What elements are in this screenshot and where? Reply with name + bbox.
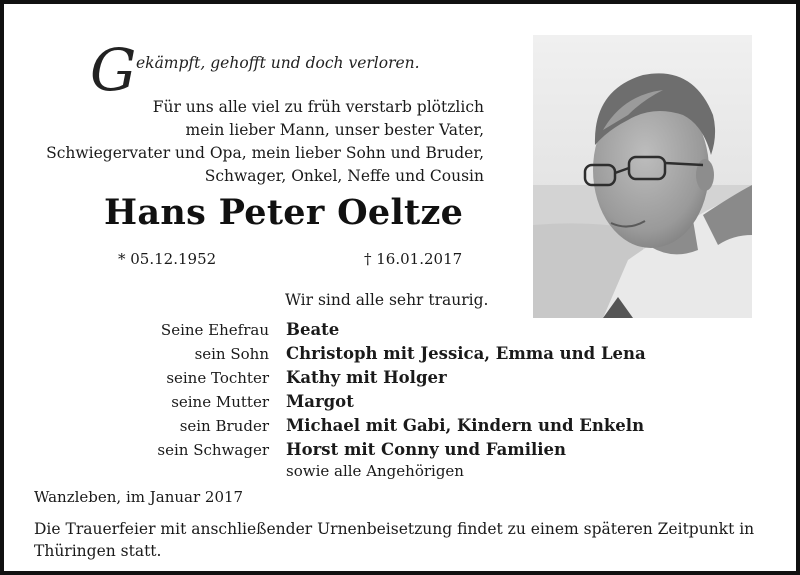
other-relatives: sowie alle Angehörigen (286, 462, 464, 480)
family-row (4, 414, 800, 438)
relation-label: seine Tochter (166, 369, 269, 387)
intro-line: mein lieber Mann, unser bester Vater, (185, 121, 484, 139)
motto-initial: G (90, 36, 137, 104)
sad-line: Wir sind alle sehr traurig. (285, 291, 489, 309)
motto-text: ekämpft, gehofft und doch verloren. (136, 54, 420, 72)
funeral-note: Die Trauerfeier mit anschließender Urnenbeisetzung findet zu einem späteren Zeitpunkt in Thüringen statt. (34, 520, 755, 560)
family-row (4, 366, 800, 390)
relation-label: sein Sohn (194, 345, 269, 363)
family-row (4, 438, 800, 462)
relative-names: Horst mit Conny und Familien (286, 440, 567, 459)
intro-line: Schwiegervater und Opa, mein lieber Sohn und Bruder, (46, 144, 484, 162)
relation-label: sein Schwager (157, 441, 269, 459)
relative-names: Michael mit Gabi, Kindern und Enkeln (286, 416, 645, 435)
death-date: † 16.01.2017 (364, 250, 463, 268)
portrait-photo (533, 35, 752, 318)
intro-line: Schwager, Onkel, Neffe und Cousin (204, 167, 484, 185)
birth-date: * 05.12.1952 (118, 250, 217, 268)
intro-text (46, 96, 484, 188)
relation-label: Seine Ehefrau (160, 321, 269, 339)
family-row (4, 390, 800, 414)
relative-names: Beate (286, 320, 340, 339)
relative-names: Margot (286, 392, 354, 411)
relative-names: Kathy mit Holger (286, 368, 447, 387)
place-date: Wanzleben, im Januar 2017 (34, 488, 244, 506)
relative-names: Christoph mit Jessica, Emma und Lena (286, 344, 646, 363)
relation-label: sein Bruder (179, 417, 269, 435)
relation-label: seine Mutter (171, 393, 269, 411)
family-row (4, 342, 800, 366)
intro-line: Für uns alle viel zu früh verstarb plötzlich (152, 98, 484, 116)
deceased-name: Hans Peter Oeltze (104, 192, 464, 233)
family-row (4, 318, 800, 342)
